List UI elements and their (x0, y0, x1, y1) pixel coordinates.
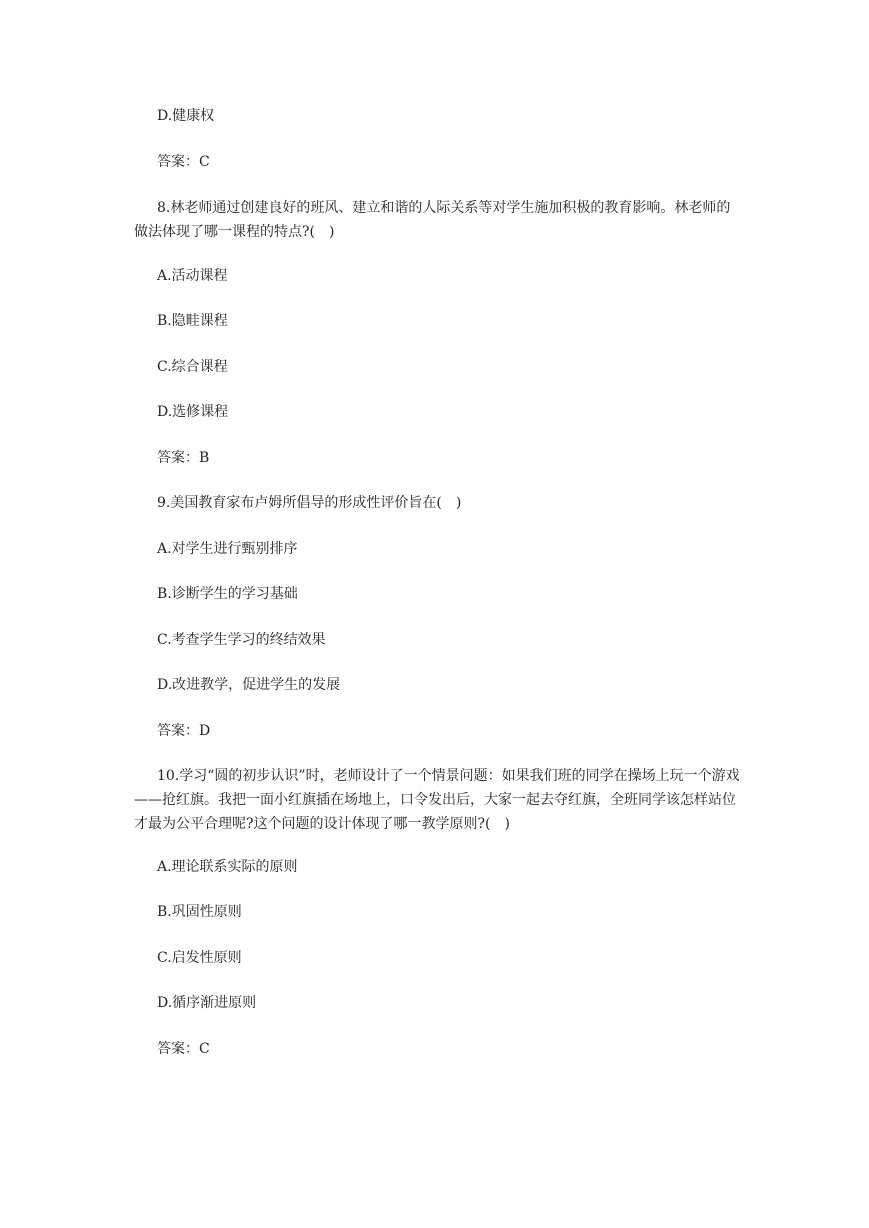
q8-option-b: B.隐畦课程 (157, 313, 228, 329)
q10-option-d: D.循序渐进原则 (157, 995, 257, 1011)
q9-option-d: D.改进教学，促进学生的发展 (157, 677, 341, 693)
q7-option-d: D.健康权 (157, 108, 215, 124)
q9-option-c: C.考查学生学习的终结效果 (157, 632, 326, 648)
q8-option-a: A.活动课程 (157, 268, 228, 284)
q10-option-b: B.巩固性原则 (157, 904, 242, 920)
q8-option-d: D.选修课程 (157, 404, 229, 420)
q9-answer: 答案：D (157, 723, 211, 739)
q9-option-a: A.对学生进行甄别排序 (157, 541, 298, 557)
q8-option-c: C.综合课程 (157, 359, 228, 375)
q10-answer: 答案：C (157, 1041, 210, 1057)
q9-option-b: B.诊断学生的学习基础 (157, 586, 298, 602)
q10-stem: 10.学习“圆的初步认识”时，老师设计了一个情景问题：如果我们班的同学在操场上玩一个游戏——抢红旗。我把一面小红旗插在场地上，口令发出后，大家一起去夺红旗，全班同学该怎样站位才最为公平合理呢?这个问题的设计体现了哪一教学原则?( ) (134, 768, 740, 832)
q10-option-a: A.理论联系实际的原则 (157, 859, 298, 875)
q7-answer: 答案：C (157, 154, 210, 170)
q10-option-c: C.启发性原则 (157, 950, 242, 966)
q8-stem: 8.林老师通过创建良好的班风、建立和谐的人际关系等对学生施加积极的教育影响。林老师的做法体现了哪一课程的特点?( ) (134, 200, 731, 240)
q8-answer: 答案：B (157, 450, 210, 466)
q9-stem: 9.美国教育家布卢姆所倡导的形成性评价旨在( ) (157, 495, 462, 511)
